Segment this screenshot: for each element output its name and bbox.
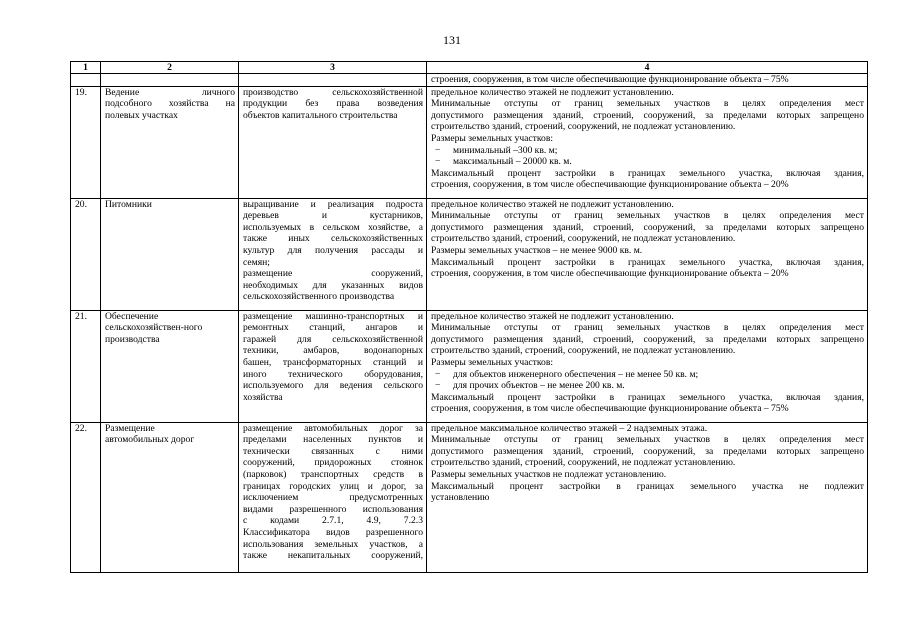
- text-line: Максимальный процент застройки в границах земельного участка не подлежит: [431, 480, 864, 492]
- text-line: строительство зданий, строений, сооружений, не подлежат установлению.: [431, 233, 736, 245]
- continuation-name: [101, 74, 239, 87]
- use-type-name: [101, 422, 239, 572]
- text-line: допустимого размещения зданий, строений, сооружений, за пределами которых запрещено: [431, 445, 864, 457]
- text-line: Максимальный процент застройки в границах земельного участка, включая здания,: [431, 167, 864, 179]
- text-line: Размеры земельных участков – не менее 9000 кв. м.: [431, 244, 643, 256]
- bullet-dash: −: [435, 156, 441, 168]
- text-line: технически связанных с ними: [243, 445, 423, 457]
- bullet-text: минимальный –300 кв. м;: [453, 144, 558, 156]
- continuation-num: [71, 74, 101, 87]
- text-line: объектов капитального строительства: [243, 109, 398, 121]
- text-line: строения, сооружения, в том числе обеспечивающие функционирование объекта – 20%: [431, 179, 789, 191]
- text-line: предельное максимальное количество этажей – 2 надземных этажа.: [431, 422, 708, 434]
- text-line: предельное количество этажей не подлежит установлению.: [431, 86, 674, 98]
- text-line: используемого для ведения сельского: [243, 380, 423, 392]
- text-line: Размеры земельных участков:: [431, 356, 554, 368]
- row-number: 22.: [71, 422, 101, 572]
- parameters-cell: [427, 310, 868, 422]
- parameters-cell: [427, 422, 868, 572]
- bullet-dash: −: [435, 144, 441, 156]
- text-line: исключением предусмотренных: [243, 492, 423, 504]
- text-line: Ведение личного: [105, 86, 235, 98]
- column-header-4: 4: [427, 62, 868, 74]
- text-line: полевых участках: [105, 109, 178, 121]
- text-line: башен, трансформаторных станций и: [243, 356, 423, 368]
- text-line: предельное количество этажей не подлежит установлению.: [431, 310, 674, 322]
- text-line: сооружений, придорожных стоянок: [243, 457, 423, 469]
- table-row: [71, 422, 868, 572]
- use-type-description: [239, 86, 427, 198]
- text-line: также некапитальных сооружений,: [243, 550, 423, 562]
- text-line: Размеры земельных участков:: [431, 132, 554, 144]
- text-line: пределами населенных пунктов и: [243, 434, 423, 446]
- text-line: Размеры земельных участков не подлежат установлению.: [431, 468, 667, 480]
- text-line: подсобного хозяйства на: [105, 98, 235, 110]
- text-line: автомобильных дорог: [105, 434, 195, 446]
- table-body: [71, 62, 868, 573]
- text-line: видами разрешенного использования: [243, 503, 423, 515]
- text-line: строительство зданий, строений, сооружений, не подлежат установлению.: [431, 121, 736, 133]
- text-line: Минимальные отступы от границ земельных участков в целях определения мест: [431, 210, 864, 222]
- text-line: Минимальные отступы от границ земельных участков в целях определения мест: [431, 434, 864, 446]
- text-line: необходимых для указанных видов: [243, 279, 423, 291]
- text-line: Обеспечение: [105, 310, 159, 322]
- bullet-text: для объектов инженерного обеспечения – не менее 50 кв. м;: [453, 368, 699, 380]
- text-line: Минимальные отступы от границ земельных участков в целях определения мест: [431, 322, 864, 334]
- use-type-description: [239, 422, 427, 572]
- text-line: гаражей для сельскохозяйственной: [243, 333, 423, 345]
- parameters-cell: [427, 86, 868, 198]
- text-line: с кодами 2.7.1, 4.9, 7.2.3: [243, 515, 423, 527]
- use-type-name: [101, 86, 239, 198]
- text-line: Минимальные отступы от границ земельных участков в целях определения мест: [431, 98, 864, 110]
- text-line: продукции без права возведения: [243, 98, 423, 110]
- table-row: [71, 198, 868, 310]
- row-number: 21.: [71, 310, 101, 422]
- text-line: производства: [105, 333, 160, 345]
- use-type-name: [101, 310, 239, 422]
- text-line: Максимальный процент застройки в границах земельного участка, включая здания,: [431, 256, 864, 268]
- table-row: [71, 310, 868, 422]
- text-line: ремонтных станций, ангаров и: [243, 322, 423, 334]
- text-line: Максимальный процент застройки в границах земельного участка, включая здания,: [431, 391, 864, 403]
- text-line: размещение сооружений,: [243, 268, 423, 280]
- text-line: допустимого размещения зданий, строений, сооружений, за пределами которых запрещено: [431, 333, 864, 345]
- text-line: строительство зданий, строений, сооружений, не подлежат установлению.: [431, 457, 736, 469]
- text-line: строения, сооружения, в том числе обеспечивающие функционирование объекта – 75%: [431, 74, 789, 85]
- use-type-name: [101, 198, 239, 310]
- text-line: семян;: [243, 256, 270, 268]
- column-header-1: 1: [71, 62, 101, 74]
- text-line: Размещение: [105, 422, 155, 434]
- text-line: границах городских улиц и дорог, за: [243, 480, 423, 492]
- continuation-row: [71, 74, 868, 87]
- row-number: 20.: [71, 198, 101, 310]
- continuation-desc: [239, 74, 427, 87]
- text-line: строения, сооружения, в том числе обеспечивающие функционирование объекта – 20%: [431, 268, 789, 280]
- use-type-description: [239, 310, 427, 422]
- text-line: производство сельскохозяйственной: [243, 86, 423, 98]
- text-line: установлению: [431, 492, 490, 504]
- text-line: Классификатора видов разрешенного: [243, 526, 423, 538]
- text-line: (парковок) транспортных средств в: [243, 468, 423, 480]
- header-row: [71, 62, 868, 74]
- text-line: размещение автомобильных дорог за: [243, 422, 423, 434]
- text-line: культур для получения рассады и: [243, 244, 423, 256]
- use-type-description: [239, 198, 427, 310]
- text-line: сельскохозяйственного производства: [243, 291, 395, 303]
- column-header-2: 2: [101, 62, 239, 74]
- text-line: деревьев и кустарников,: [243, 210, 423, 222]
- parameters-cell: [427, 198, 868, 310]
- text-line: предельное количество этажей не подлежит установлению.: [431, 198, 674, 210]
- text-line: Питомники: [105, 198, 152, 210]
- text-line: используемых в сельском хозяйстве, а: [243, 221, 423, 233]
- text-line: размещение машинно-транспортных и: [243, 310, 423, 322]
- bullet-text: для прочих объектов – не менее 200 кв. м.: [453, 380, 625, 392]
- text-line: иного технического оборудования,: [243, 368, 423, 380]
- bullet-line: [431, 380, 864, 392]
- text-line: техники, амбаров, водонапорных: [243, 345, 423, 357]
- regulations-table: [70, 61, 868, 573]
- text-line: допустимого размещения зданий, строений, сооружений, за пределами которых запрещено: [431, 109, 864, 121]
- text-line: строения, сооружения, в том числе обеспечивающие функционирование объекта – 75%: [431, 403, 789, 415]
- table-row: [71, 86, 868, 198]
- text-line: использования земельных участков, а: [243, 538, 423, 550]
- text-line: сельскохозяйствен-ного: [105, 322, 203, 334]
- bullet-line: [431, 156, 864, 168]
- bullet-line: [431, 369, 864, 381]
- text-line: строительство зданий, строений, сооружений, не подлежат установлению.: [431, 345, 736, 357]
- bullet-dash: −: [435, 380, 441, 392]
- text-line: допустимого размещения зданий, строений, сооружений, за пределами которых запрещено: [431, 221, 864, 233]
- bullet-line: [431, 145, 864, 157]
- text-line: выращивание и реализация подроста: [243, 198, 423, 210]
- page-number: 131: [443, 33, 461, 47]
- bullet-text: максимальный – 20000 кв. м.: [453, 156, 572, 168]
- column-header-3: 3: [239, 62, 427, 74]
- text-line: также иных сельскохозяйственных: [243, 233, 423, 245]
- row-number: 19.: [71, 86, 101, 198]
- text-line: хозяйства: [243, 391, 283, 403]
- bullet-dash: −: [435, 368, 441, 380]
- continuation-params: [427, 74, 868, 87]
